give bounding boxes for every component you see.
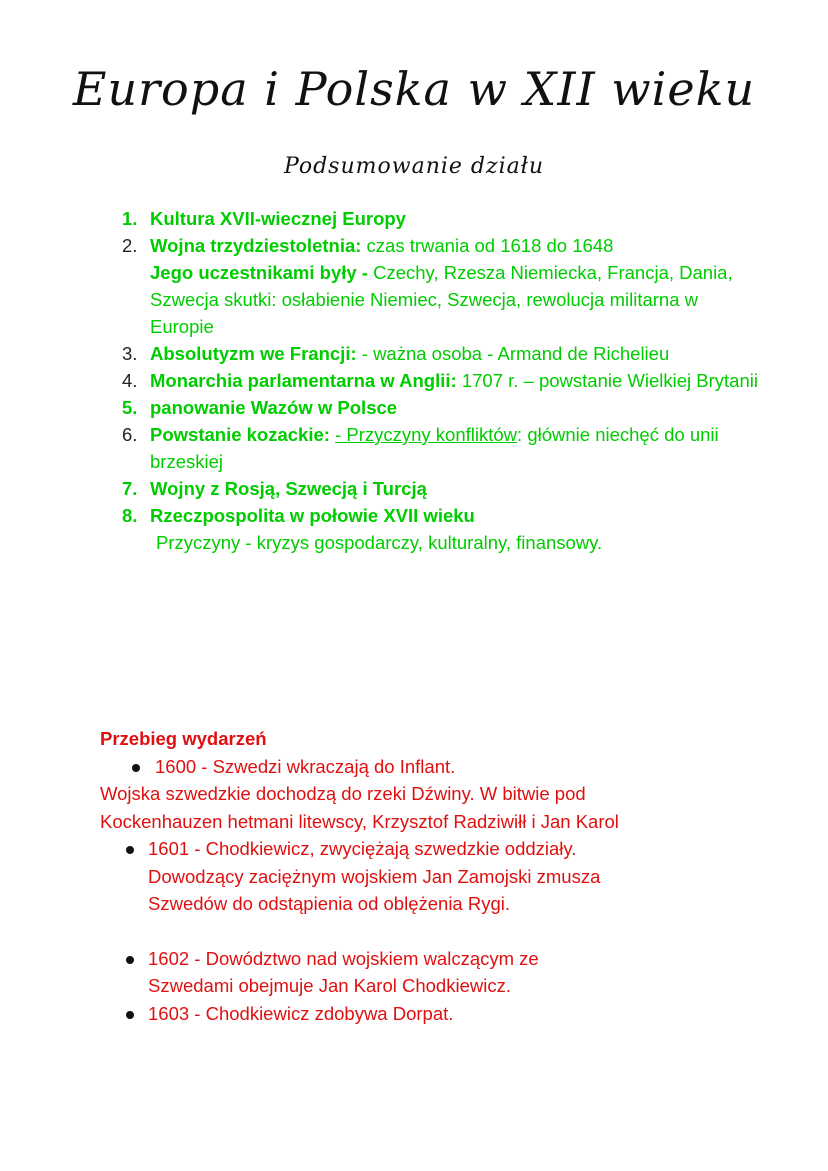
item-underlined: - Przyczyny konfliktów	[335, 424, 518, 445]
item-heading: Absolutyzm we Francji:	[150, 343, 357, 364]
list-item	[122, 340, 762, 367]
events-section	[100, 725, 740, 1027]
list-item: 1600 - Szwedzi wkraczają do Inflant.	[100, 753, 740, 781]
item-text: - ważna osoba - Armand de Richelieu	[356, 343, 670, 364]
list-item	[122, 232, 762, 340]
page-title: Europa i Polska w XII wieku	[72, 62, 756, 116]
item-number: 4.	[122, 370, 138, 391]
list-item	[122, 367, 762, 394]
list-item: 1601 - Chodkiewicz, zwyciężają szwedzkie oddziały. Dowodzący zaciężnym wojskiem Jan Zamojski zmusza Szwedów do odstąpienia od oblężenia Rygi.	[100, 835, 740, 918]
list-item: 1603 - Chodkiewicz zdobywa Dorpat.	[100, 1000, 740, 1028]
list-item	[122, 502, 762, 529]
item-number: 1.	[122, 208, 138, 229]
list-item	[122, 205, 762, 232]
item-number: 2.	[122, 235, 138, 256]
item-heading: Rzeczpospolita w połowie XVII wieku	[150, 505, 475, 526]
bullet-icon	[132, 764, 140, 772]
item-number: 3.	[122, 343, 138, 364]
bullet-icon	[126, 846, 134, 854]
item-heading: Monarchia parlamentarna w Anglii:	[150, 370, 457, 391]
list-item	[122, 475, 762, 502]
item-heading: panowanie Wazów w Polsce	[150, 397, 398, 418]
summary-list	[122, 205, 762, 556]
item-extra-text: Przyczyny - kryzys gospodarczy, kulturalny, finansowy.	[156, 532, 603, 553]
item-subheading: Jego uczestnikami były -	[150, 262, 368, 283]
item-text: 1707 r. – powstanie Wielkiej Brytanii	[456, 370, 758, 391]
events-heading: Przebieg wydarzeń	[100, 728, 267, 749]
list-item	[122, 394, 762, 421]
page-subtitle: Podsumowanie działu	[283, 154, 545, 179]
item-text: : głównie niechęć do unii brzeskiej	[150, 424, 719, 472]
item-number: 8.	[122, 505, 138, 526]
item-heading: Wojny z Rosją, Szwecją i Turcją	[150, 478, 427, 499]
item-text: czas trwania od 1618 do 1648	[361, 235, 614, 256]
list-item: 1602 - Dowództwo nad wojskiem walczącym ze Szwedami obejmuje Jan Karol Chodkiewicz.	[100, 945, 740, 1000]
item-heading: Powstanie kozackie:	[150, 424, 330, 445]
bullet-icon	[126, 1011, 134, 1019]
item-subtext: Czechy, Rzesza Niemiecka, Francja, Dania, Szwecja skutki: osłabienie Niemiec, Szwecja, rewolucja militarna w Europie	[150, 262, 733, 337]
bullet-icon	[126, 956, 134, 964]
item-number: 6.	[122, 424, 138, 445]
list-item	[122, 421, 762, 475]
item-number: 5.	[122, 397, 138, 418]
item-number: 7.	[122, 478, 138, 499]
item-heading: Wojna trzydziestoletnia:	[150, 235, 362, 256]
paragraph: Wojska szwedzkie dochodzą do rzeki Dźwiny. W bitwie pod Kockenhauzen hetmani litewscy, Krzysztof Radziwiłł i Jan Karol	[100, 783, 619, 832]
item-heading: Kultura XVII-wiecznej Europy	[150, 208, 406, 229]
